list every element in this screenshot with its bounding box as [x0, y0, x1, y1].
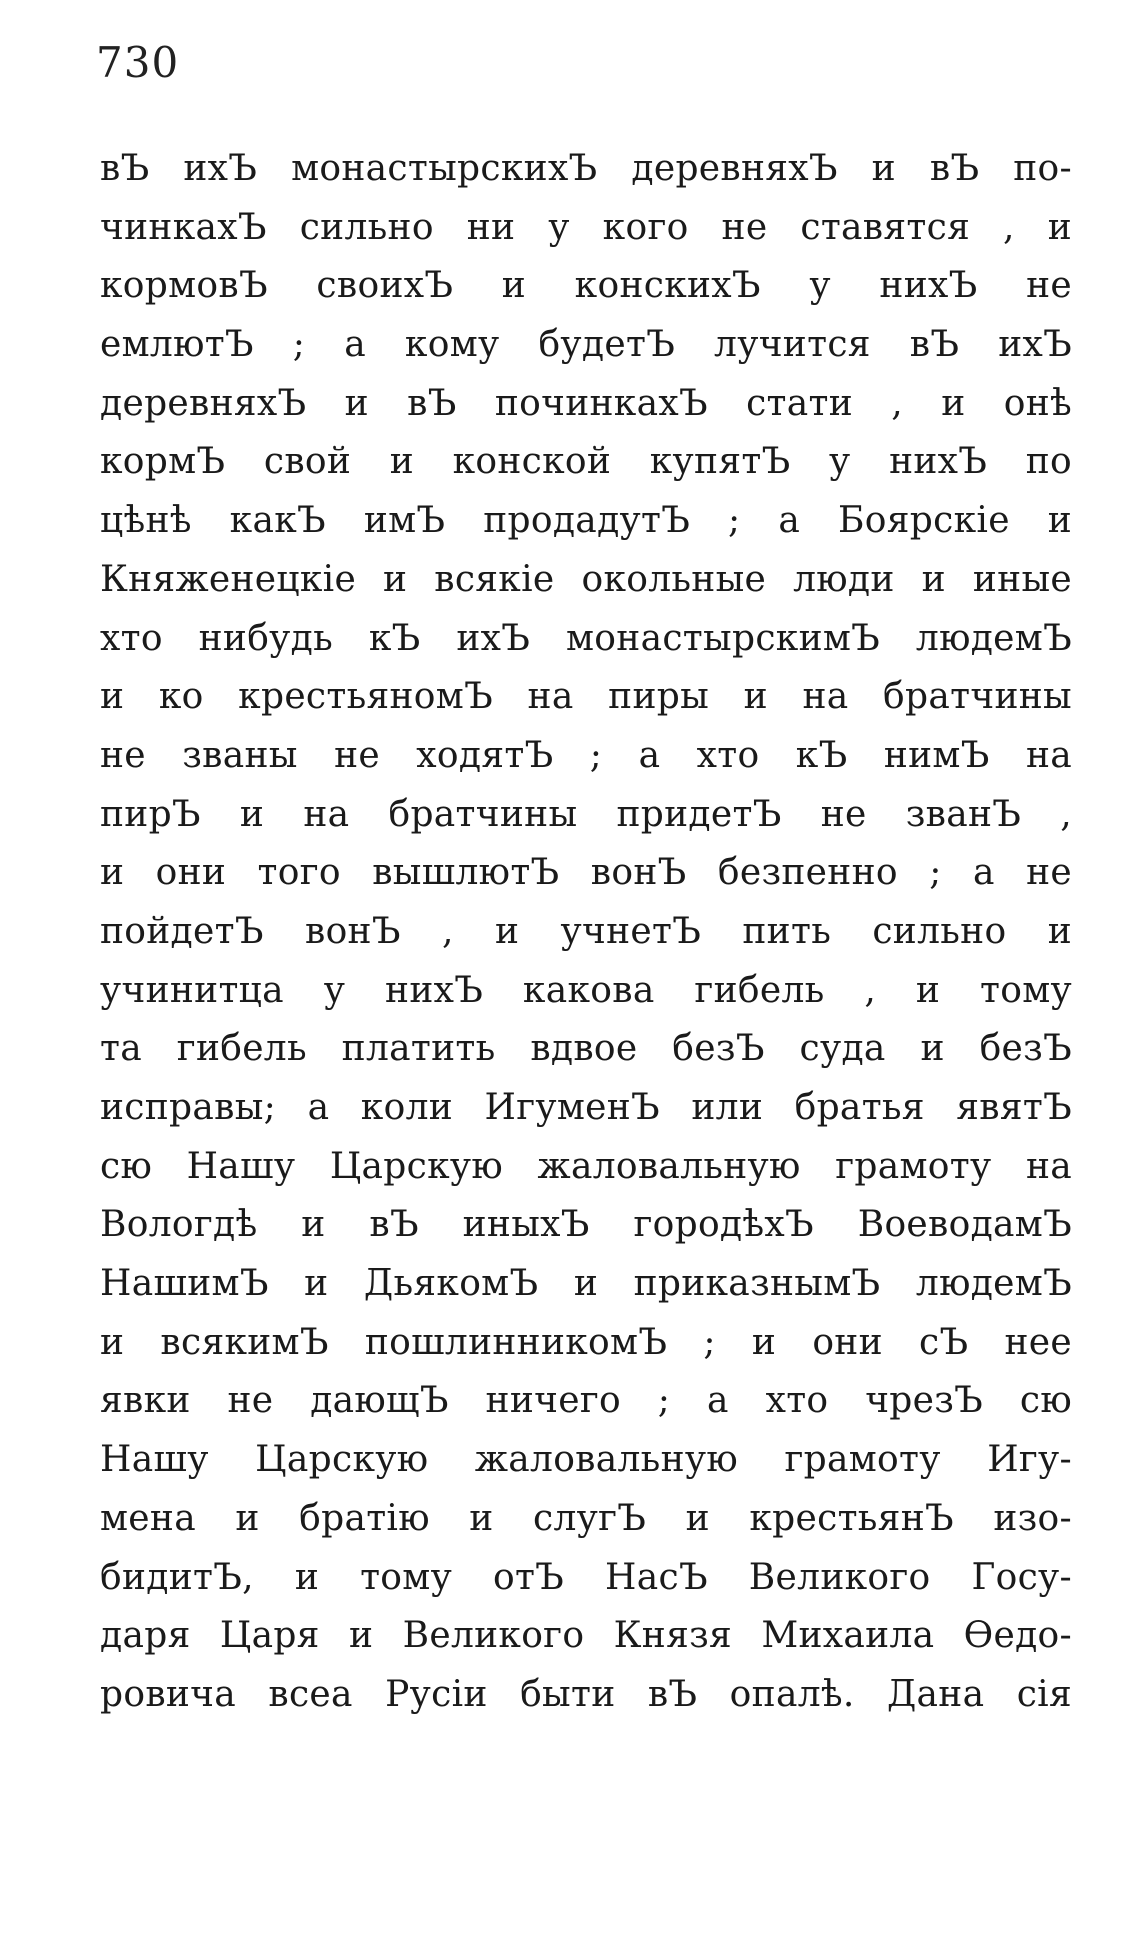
- text-line: чинкахЪ сильно ни у кого не ставятся , и: [100, 206, 1072, 248]
- text-line: кормЪ свой и конской купятЪ у нихЪ по: [100, 441, 1072, 483]
- text-line: мена и братію и слугЪ и крестьянЪ изо-: [100, 1497, 1072, 1539]
- text-line: и они того вышлютЪ вонЪ безпенно ; а не: [100, 852, 1072, 894]
- text-line: хто нибудь кЪ ихЪ монастырскимЪ людемЪ: [100, 617, 1072, 659]
- text-line: Вологдѣ и вЪ иныхЪ городѣхЪ ВоеводамЪ: [100, 1204, 1072, 1246]
- text-line: деревняхЪ и вЪ починкахЪ стати , и онѣ: [100, 382, 1072, 424]
- text-line: пирЪ и на братчины придетЪ не званЪ ,: [100, 793, 1072, 835]
- text-line: и всякимЪ пошлинникомЪ ; и они сЪ нее: [100, 1321, 1072, 1363]
- text-line: и ко крестьяномЪ на пиры и на братчины: [100, 676, 1072, 718]
- text-line: бидитЪ, и тому отЪ НасЪ Великого Госу-: [100, 1556, 1072, 1598]
- text-line: пойдетЪ вонЪ , и учнетЪ пить сильно и: [100, 910, 1072, 952]
- text-line: Княженецкіе и всякіе окольные люди и иные: [100, 558, 1072, 600]
- text-line: та гибель платить вдвое безЪ суда и безЪ: [100, 1028, 1072, 1070]
- text-line: емлютЪ ; а кому будетЪ лучится вЪ ихЪ: [100, 324, 1072, 366]
- page-number: 730: [96, 38, 180, 87]
- text-line: кормовЪ своихЪ и конскихЪ у нихЪ не: [100, 265, 1072, 307]
- text-line: вЪ ихЪ монастырскихЪ деревняхЪ и вЪ по-: [100, 148, 1072, 189]
- text-line: Нашу Царскую жаловальную грамоту Игу-: [100, 1439, 1072, 1481]
- text-line: даря Царя и Великого Князя Михаила Ѳедо-: [100, 1615, 1072, 1657]
- text-line: цѣнѣ какЪ имЪ продадутЪ ; а Боярскіе и: [100, 500, 1072, 542]
- text-line: ровича всеа Русіи быти вЪ опалѣ. Дана сія: [100, 1673, 1072, 1715]
- text-line: сю Нашу Царскую жаловальную грамоту на: [100, 1145, 1072, 1187]
- body-text: [100, 140, 1072, 1725]
- text-line: исправы; а коли ИгуменЪ или братья явятЪ: [100, 1087, 1072, 1128]
- text-line: не званы не ходятЪ ; а хто кЪ нимЪ на: [100, 734, 1072, 776]
- text-line: НашимЪ и ДьякомЪ и приказнымЪ людемЪ: [100, 1263, 1072, 1305]
- text-line: учинитца у нихЪ какова гибель , и тому: [100, 969, 1072, 1011]
- text-line: явки не дающЪ ничего ; а хто чрезЪ сю: [100, 1380, 1072, 1422]
